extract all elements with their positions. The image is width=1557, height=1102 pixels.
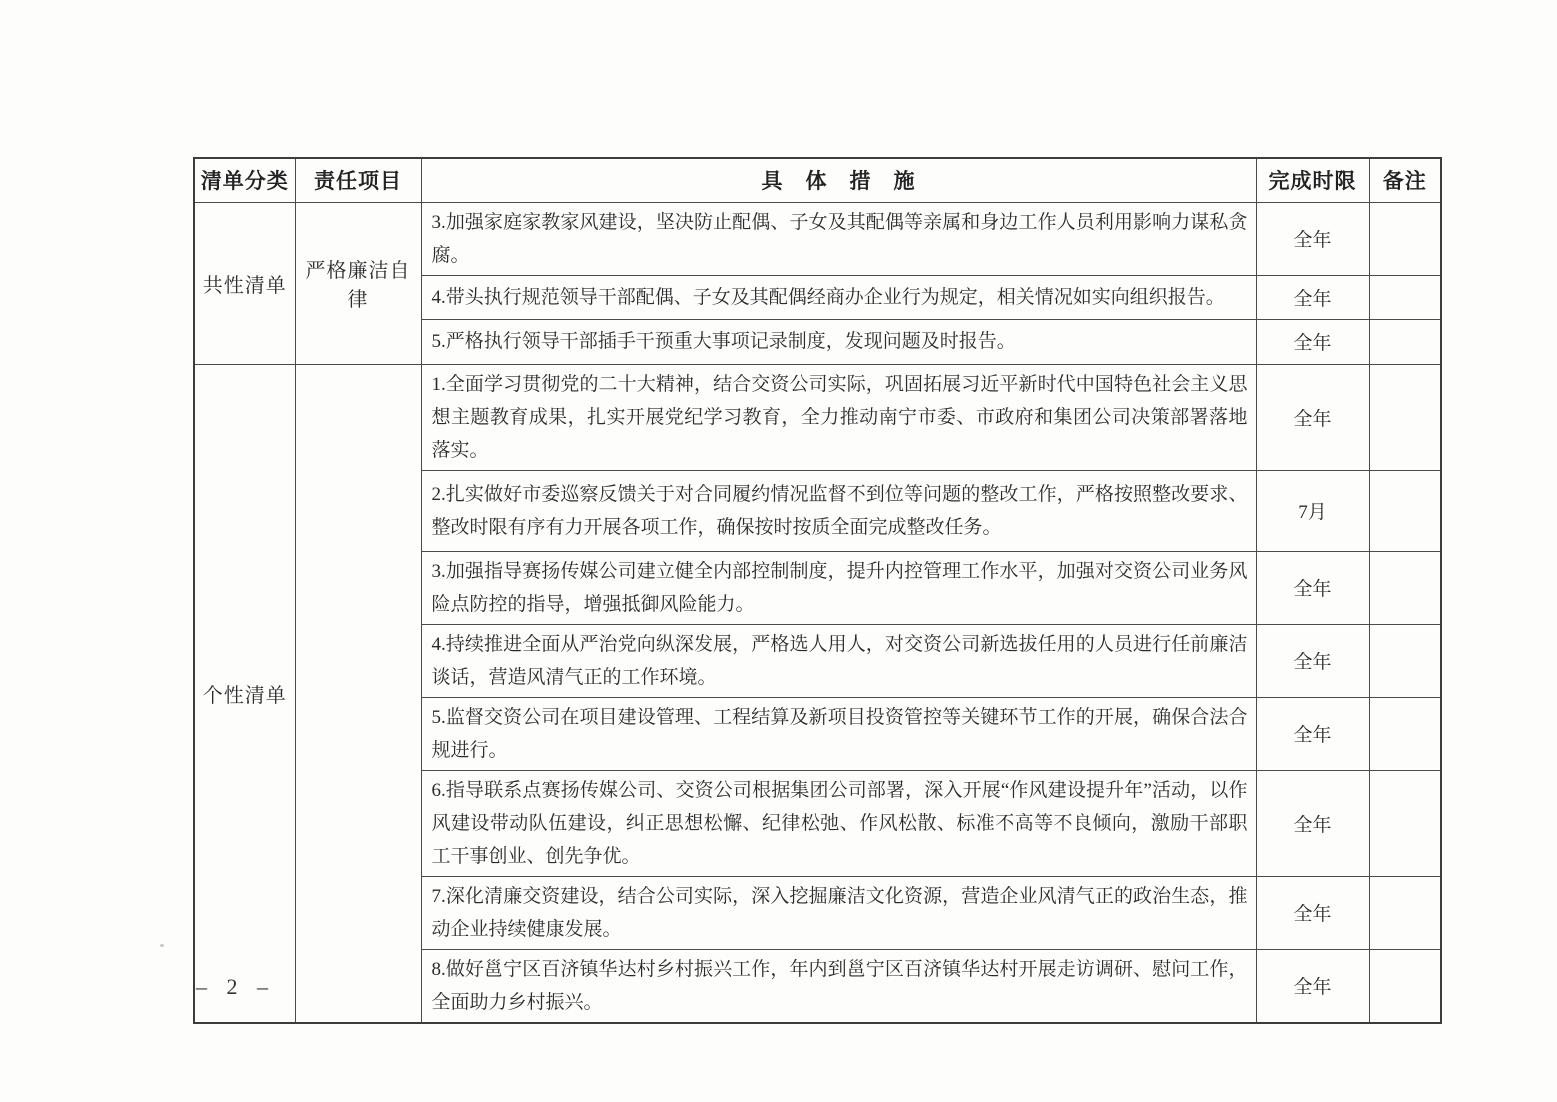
column-header-remark: 备注 xyxy=(1369,158,1441,202)
measure-cell: 2.扎实做好市委巡察反馈关于对合同履约情况监督不到位等问题的整改工作，严格按照整改要求、整改时限有序有力开展各项工作，确保按时按质全面完成整改任务。 xyxy=(421,470,1256,551)
responsibility-checklist-table xyxy=(193,157,1442,1024)
deadline-cell: 全年 xyxy=(1256,319,1369,364)
remark-cell xyxy=(1369,770,1441,876)
category-cell-individual: 个性清单 xyxy=(194,364,295,1023)
measure-cell: 5.严格执行领导干部插手干预重大事项记录制度，发现问题及时报告。 xyxy=(421,319,1256,364)
measure-cell: 5.监督交资公司在项目建设管理、工程结算及新项目投资管控等关键环节工作的开展，确保合法合规进行。 xyxy=(421,697,1256,770)
deadline-cell: 全年 xyxy=(1256,624,1369,697)
measure-cell: 7.深化清廉交资建设，结合公司实际，深入挖掘廉洁文化资源，营造企业风清气正的政治生态，推动企业持续健康发展。 xyxy=(421,876,1256,949)
deadline-cell: 全年 xyxy=(1256,275,1369,319)
measure-cell: 4.带头执行规范领导干部配偶、子女及其配偶经商办企业行为规定，相关情况如实向组织报告。 xyxy=(421,275,1256,319)
measure-cell: 3.加强家庭家教家风建设，坚决防止配偶、子女及其配偶等亲属和身边工作人员利用影响力谋私贪腐。 xyxy=(421,202,1256,275)
measure-cell: 6.指导联系点赛扬传媒公司、交资公司根据集团公司部署，深入开展“作风建设提升年”活动，以作风建设带动队伍建设，纠正思想松懈、纪律松弛、作风松散、标准不高等不良倾向，激励干部职工干事创业、创先争优。 xyxy=(421,770,1256,876)
deadline-cell: 7月 xyxy=(1256,470,1369,551)
column-header-measures: 具 体 措 施 xyxy=(421,158,1256,202)
remark-cell xyxy=(1369,697,1441,770)
measure-cell: 1.全面学习贯彻党的二十大精神，结合交资公司实际，巩固拓展习近平新时代中国特色社会主义思想主题教育成果，扎实开展党纪学习教育，全力推动南宁市委、市政府和集团公司决策部署落地落实。 xyxy=(421,364,1256,470)
table-row xyxy=(194,364,1441,470)
remark-cell xyxy=(1369,551,1441,624)
remark-cell xyxy=(1369,202,1441,275)
remark-cell xyxy=(1369,624,1441,697)
table-row xyxy=(194,202,1441,275)
remark-cell xyxy=(1369,876,1441,949)
scan-artifact-dot xyxy=(160,944,164,947)
column-header-deadline: 完成时限 xyxy=(1256,158,1369,202)
measure-cell: 4.持续推进全面从严治党向纵深发展，严格选人用人，对交资公司新选拔任用的人员进行任前廉洁谈话，营造风清气正的工作环境。 xyxy=(421,624,1256,697)
page-number: – 2 – xyxy=(196,974,275,999)
project-cell-integrity: 严格廉洁自律 xyxy=(295,202,421,364)
deadline-cell: 全年 xyxy=(1256,770,1369,876)
remark-cell xyxy=(1369,364,1441,470)
measure-cell: 3.加强指导赛扬传媒公司建立健全内部控制制度，提升内控管理工作水平，加强对交资公司业务风险点防控的指导，增强抵御风险能力。 xyxy=(421,551,1256,624)
remark-cell xyxy=(1369,949,1441,1023)
deadline-cell: 全年 xyxy=(1256,551,1369,624)
column-header-category: 清单分类 xyxy=(194,158,295,202)
deadline-cell: 全年 xyxy=(1256,364,1369,470)
remark-cell xyxy=(1369,470,1441,551)
deadline-cell: 全年 xyxy=(1256,202,1369,275)
category-cell-common: 共性清单 xyxy=(194,202,295,364)
deadline-cell: 全年 xyxy=(1256,697,1369,770)
deadline-cell: 全年 xyxy=(1256,876,1369,949)
measure-cell: 8.做好邕宁区百济镇华达村乡村振兴工作，年内到邕宁区百济镇华达村开展走访调研、慰问工作，全面助力乡村振兴。 xyxy=(421,949,1256,1023)
remark-cell xyxy=(1369,319,1441,364)
remark-cell xyxy=(1369,275,1441,319)
column-header-project: 责任项目 xyxy=(295,158,421,202)
project-cell-empty xyxy=(295,364,421,1023)
deadline-cell: 全年 xyxy=(1256,949,1369,1023)
table-header-row xyxy=(194,158,1441,202)
